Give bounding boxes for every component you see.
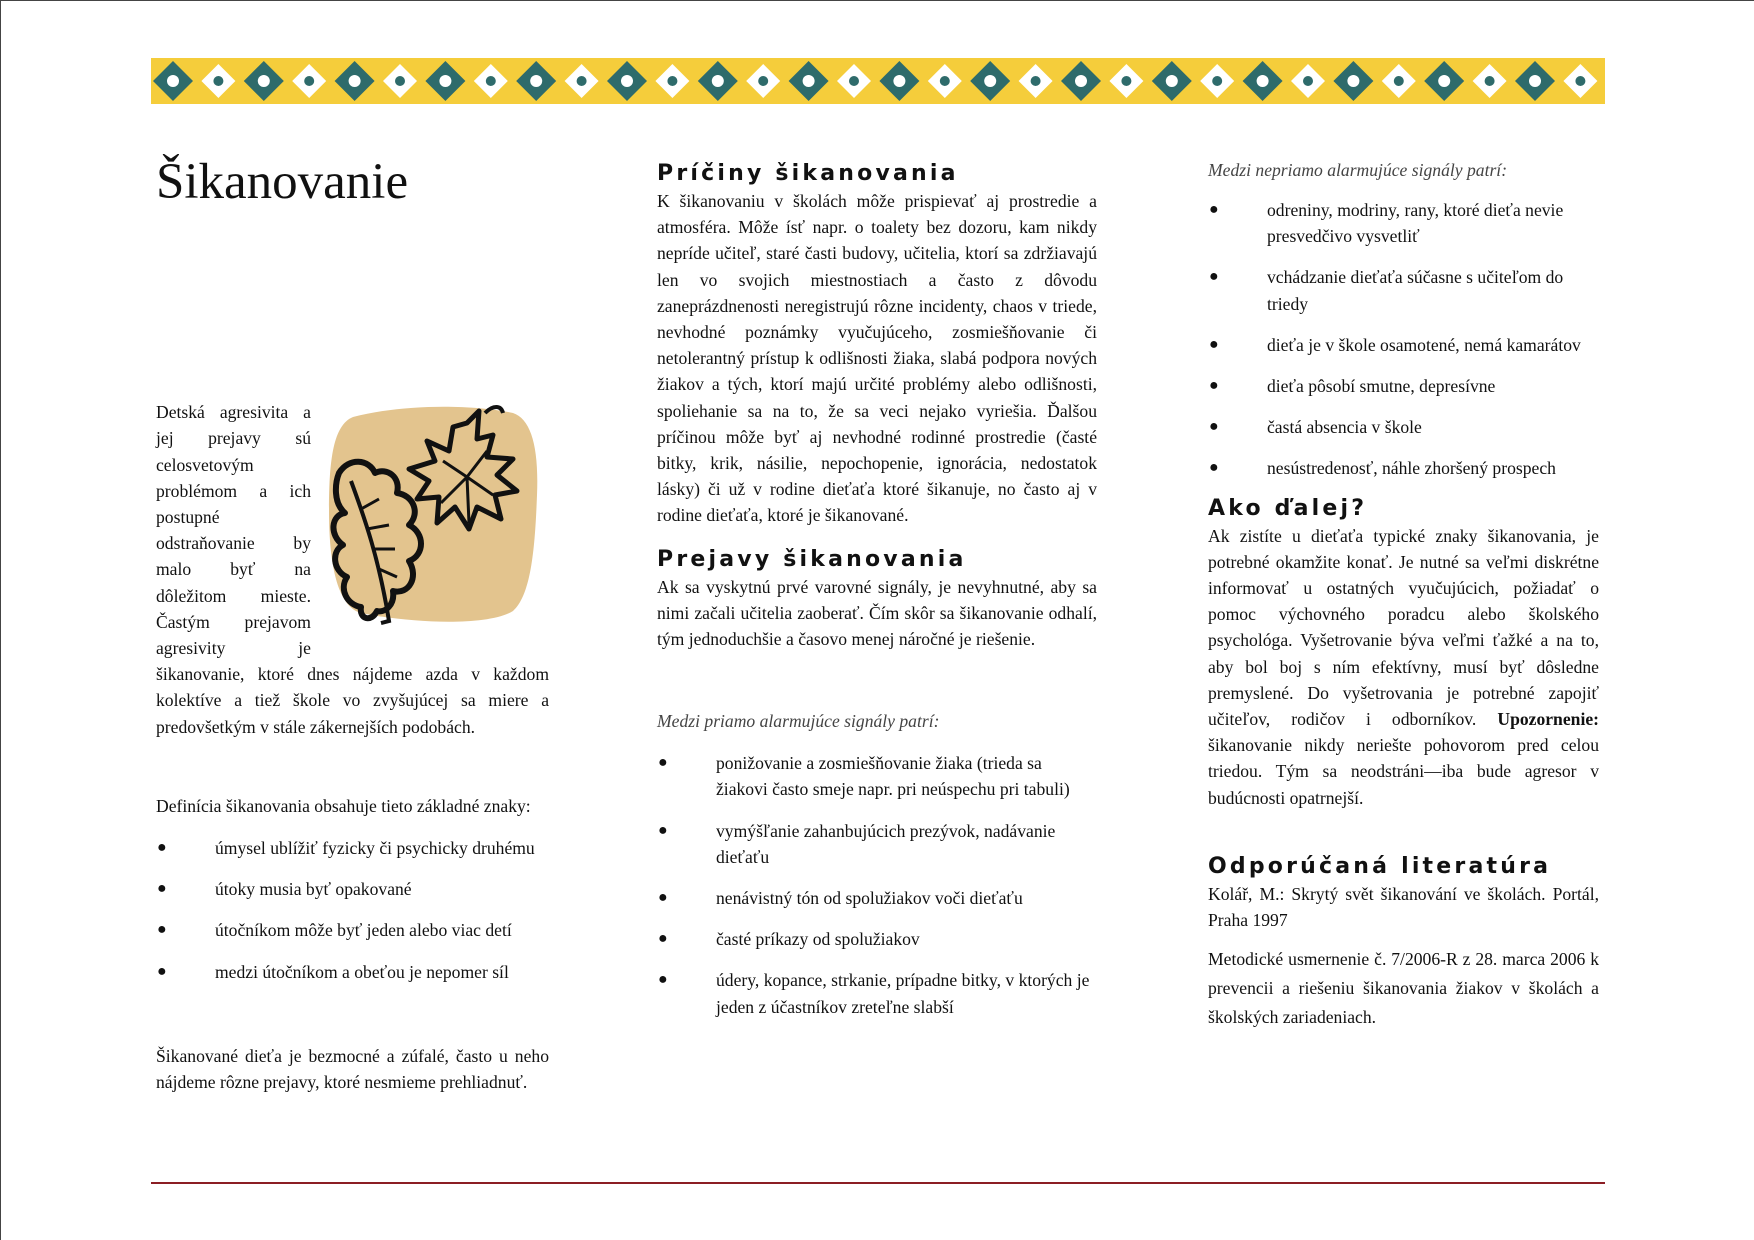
right-column	[1208, 157, 1599, 1032]
border-dot	[530, 75, 542, 87]
indirect-signals-lead: Medzi nepriamo alarmujúce signály patrí:	[1208, 160, 1508, 180]
list-item: ● útočníkom môže byť jeden alebo viac detí	[156, 917, 549, 943]
border-dot	[1257, 75, 1269, 87]
literature-heading: Odporúčaná literatúra	[1208, 853, 1552, 879]
bullet-icon: ●	[1209, 418, 1219, 436]
list-item: ● ponižovanie a zosmiešňovanie žiaka (trieda sa žiakovi často smeje napr. pri neúspechu pri tabuli)	[657, 750, 1097, 802]
list-item: ● dieťa pôsobí smutne, depresívne	[1208, 373, 1599, 399]
bullet-icon: ●	[1209, 201, 1219, 218]
middle-column	[657, 160, 1097, 1035]
border-dot	[1394, 76, 1404, 86]
list-item: ● častá absencia v škole	[1208, 414, 1599, 440]
signs-paragraph: Ak sa vyskytnú prvé varovné signály, je nevyhnutné, aby sa nimi začali učitelia zaoberať. Čím skôr sa šikanovanie odhalí, tým jednoduchšie a časovo menej náročné je riešenie.	[657, 576, 1097, 650]
bullet-icon: ●	[1209, 268, 1219, 286]
border-dot	[1075, 75, 1087, 87]
border-dot	[349, 75, 361, 87]
next-steps-heading: Ako ďalej?	[1208, 495, 1368, 521]
border-dot	[712, 75, 724, 87]
border-dot	[577, 76, 587, 86]
bullet-icon: ●	[157, 880, 167, 898]
direct-signals-lead: Medzi priamo alarmujúce signály patrí:	[657, 711, 940, 732]
closing-paragraph: Šikanované dieťa je bezmocné a zúfalé, často u neho nájdeme rôzne prejavy, ktoré nesmieme prehliadnuť.	[156, 1045, 549, 1092]
list-item: ● údery, kopance, strkanie, prípadne bitky, v ktorých je jeden z účastníkov zreteľne slabší	[657, 967, 1097, 1019]
border-dot	[849, 76, 859, 86]
list-item: ● nesústredenosť, náhle zhoršený prospech	[1208, 455, 1599, 481]
warning-text: šikanovanie nikdy neriešte pohovorom pred celou triedou. Tým sa neodstráni—iba bude agresor v budúcnosti opatrnejší.	[1208, 735, 1599, 808]
border-dot	[758, 76, 768, 86]
border-dot	[486, 76, 496, 86]
border-dot	[1121, 76, 1131, 86]
border-dot	[1031, 76, 1041, 86]
definition-lead: Definícia šikanovania obsahuje tieto základné znaky:	[156, 795, 531, 816]
border-dot	[803, 75, 815, 87]
border-dot	[1212, 76, 1222, 86]
border-dot	[984, 75, 996, 87]
bullet-icon: ●	[658, 971, 668, 989]
list-item: ● odreniny, modriny, rany, ktoré dieťa nevie presvedčivo vysvetliť	[1208, 197, 1599, 249]
list-item: ● nenávistný tón od spolužiakov voči dieťaťu	[657, 885, 1097, 911]
border-dot	[304, 76, 314, 86]
border-dot	[1485, 76, 1495, 86]
bullet-icon: ●	[157, 838, 167, 856]
list-item: ● útoky musia byť opakované	[156, 876, 549, 902]
bullet-icon: ●	[1209, 459, 1219, 477]
leaves-icon	[317, 399, 549, 631]
bullet-icon: ●	[157, 962, 167, 980]
border-dot	[439, 75, 451, 87]
border-dot	[621, 75, 633, 87]
bullet-icon: ●	[1209, 377, 1219, 395]
next-steps-paragraph: Ak zistíte u dieťaťa typické znaky šikanovania, je potrebné okamžite konať. Je nutné sa veľmi diskrétne informovať u ostatných vyučujúcich, požiadať o pomoc výchovného poradcu alebo školského psychológa. Vyšetrovanie býva veľmi ťažké a na to, aby bol boj s ním efektívny, musí byť dôsledne premyslené. Do vyšetrovania je potrebné zapojiť učiteľov, rodičov i odborníkov. Upozornenie: šikanovanie nikdy neriešte pohovorom pred celou triedou. Tým sa neodstráni—iba bude agresor v budúcnosti opatrnejší.	[1208, 525, 1599, 808]
border-dot	[1303, 76, 1313, 86]
bullet-icon: ●	[658, 930, 668, 948]
literature-item: Kolář, M.: Skrytý svět šikanování ve školách. Portál, Praha 1997	[1208, 883, 1599, 931]
list-item: ● medzi útočníkom a obeťou je nepomer síl	[156, 959, 549, 985]
list-item: ● vymýšľanie zahanbujúcich prezývok, nadávanie dieťaťu	[657, 818, 1097, 870]
bullet-icon: ●	[1209, 335, 1219, 353]
border-dot	[1529, 75, 1541, 87]
border-dot	[167, 75, 179, 87]
direct-signals-list	[657, 750, 1097, 1020]
border-dot	[940, 76, 950, 86]
list-item: ● vchádzanie dieťaťa súčasne s učiteľom do triedy	[1208, 264, 1599, 316]
bullet-icon: ●	[658, 754, 668, 772]
border-dot	[213, 76, 223, 86]
bullet-icon: ●	[157, 921, 167, 939]
indirect-signals-list	[1208, 197, 1599, 482]
literature-item: Metodické usmernenie č. 7/2006-R z 28. marca 2006 k prevencii a riešeniu šikanovania žiakov v školách a školských zariadeniach.	[1208, 949, 1599, 1028]
decorative-top-border	[151, 58, 1605, 104]
leaf-illustration	[317, 399, 549, 631]
bullet-icon: ●	[658, 889, 668, 907]
left-column	[156, 150, 549, 1095]
list-item: ● úmysel ublížiť fyzicky či psychicky druhému	[156, 835, 549, 861]
bullet-icon: ●	[658, 821, 668, 839]
causes-paragraph: K šikanovaniu v školách môže prispievať aj prostredie a atmosféra. Môže ísť napr. o toalety bez dozoru, kam nikdy nepríde učiteľ, staré časti budovy, učitelia, ktorí sa zdržiavajú len vo svojich miestnostiach a často z dôvodu zaneprázdnenosti neregistrujú rôzne incidenty, chaos v triede, nevhodné poznámky vyučujúceho, zosmiešňovanie či netolerantný prístup k odlišnosti žiaka, slabá podpora nových žiakov a tých, ktorí majú určité problémy alebo odlišnosti, spoliehanie sa na to, že sa veci nejako vyriešia. Ďalšou príčinou môže byť aj nevhodné rodinné prostredie (časté bitky, krik, násilie, nepochopenie, ignorácia, nedostatok lásky) či už v rodine dieťaťa ktoré šikanuje, no často aj v rodine dieťaťa, ktoré je šikanované.	[657, 191, 1097, 526]
definition-list	[156, 835, 549, 985]
page-title: Šikanovanie	[156, 154, 409, 210]
border-dot	[395, 76, 405, 86]
border-dot	[258, 75, 270, 87]
border-dot	[1347, 75, 1359, 87]
list-item: ● dieťa je v škole osamotené, nemá kamarátov	[1208, 332, 1599, 358]
border-dot	[1438, 75, 1450, 87]
border-dot	[893, 75, 905, 87]
list-item: ● časté príkazy od spolužiakov	[657, 926, 1097, 952]
border-dot	[1575, 76, 1585, 86]
signs-heading: Prejavy šikanovania	[657, 546, 967, 572]
bottom-divider	[151, 1182, 1605, 1184]
intro-paragraph: Detská agresivita a jej prejavy sú celosvetovým problémom a ich postupné odstraňovanie by malo byť na dôležitom mieste. Častým prejavom agresivity je šikanovanie, ktoré dnes nájdeme azda v každom kolektíve a tiež škole vo zvyšujúcej sa miere a predovšetkým v stále zákernejších podobách.	[156, 402, 549, 737]
border-dot	[1166, 75, 1178, 87]
causes-heading: Príčiny šikanovania	[657, 161, 959, 186]
border-dot	[667, 76, 677, 86]
warning-label: Upozornenie:	[1497, 709, 1599, 730]
